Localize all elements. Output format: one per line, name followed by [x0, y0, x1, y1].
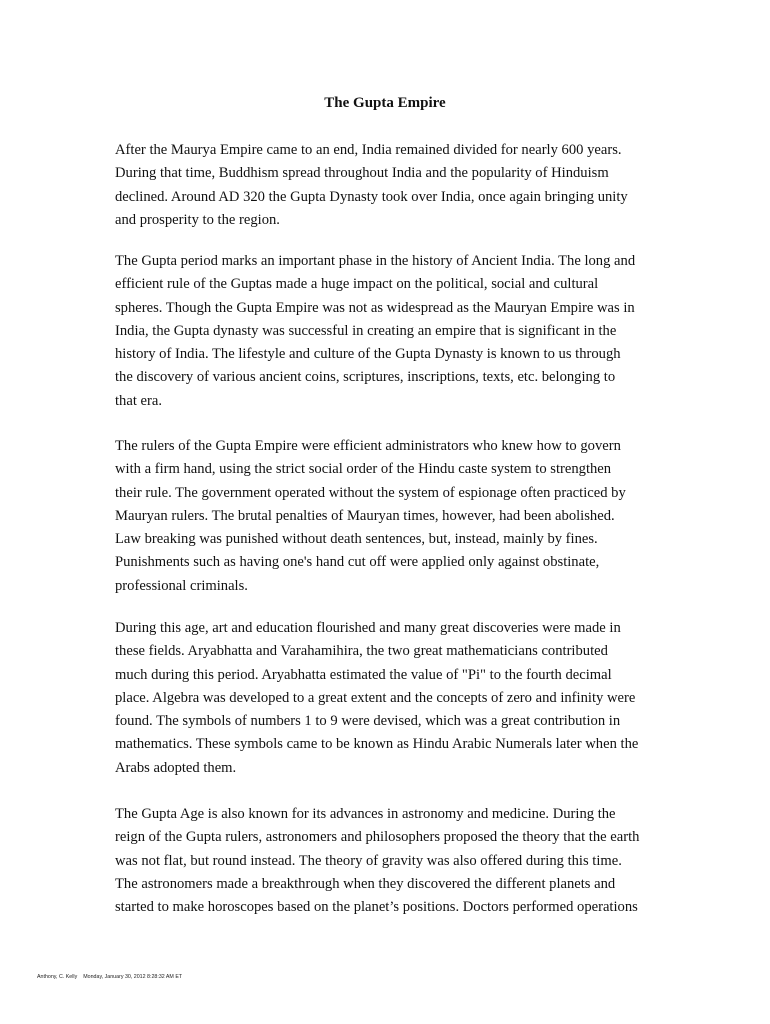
paragraph-maurya-end: [115, 139, 628, 232]
paragraph-line: much during this period. Aryabhatta estimated the value of "Pi" to the fourth decimal: [115, 666, 612, 683]
paragraph-line: Arabs adopted them.: [115, 759, 237, 776]
paragraph-line: found. The symbols of numbers 1 to 9 were devised, which was a great contribution in: [115, 713, 621, 730]
paragraph-line: started to make horoscopes based on the planet’s positions. Doctors performed operations: [115, 899, 638, 916]
paragraph-line: history of India. The lifestyle and culture of the Gupta Dynasty is known to us through: [115, 346, 621, 363]
paragraph-line: The astronomers made a breakthrough when they discovered the different planets and: [115, 875, 616, 892]
footer-author: Anthony, C. Kelly: [37, 974, 78, 980]
paragraph-line: During that time, Buddhism spread throughout India and the popularity of Hinduism: [115, 165, 609, 182]
paragraph-line: The rulers of the Gupta Empire were efficient administrators who knew how to govern: [115, 438, 621, 454]
paragraph-line: mathematics. These symbols came to be known as Hindu Arabic Numerals later when the: [115, 736, 639, 753]
paragraph-line: and prosperity to the region.: [115, 211, 280, 228]
paragraph-line: place. Algebra was developed to a great extent and the concepts of zero and infinity were: [115, 689, 636, 706]
paragraph-gupta-period: [115, 250, 635, 413]
paragraph-line: professional criminals.: [115, 577, 248, 594]
paragraph-line: The Gupta Age is also known for its advances in astronomy and medicine. During the: [115, 806, 616, 822]
paragraph-astronomy-medicine: [115, 803, 639, 919]
paragraph-line: The Gupta period marks an important phase in the history of Ancient India. The long and: [115, 253, 636, 269]
paragraph-line: During this age, art and education flourished and many great discoveries were made in: [115, 620, 621, 636]
paragraph-line: their rule. The government operated without the system of espionage often practiced by: [115, 484, 626, 501]
paragraph-line: was not flat, but round instead. The theory of gravity was also offered during this time.: [115, 852, 622, 869]
paragraph-line: Law breaking was punished without death sentences, but, instead, mainly by fines.: [115, 531, 598, 548]
paragraph-gupta-rulers: [115, 435, 626, 598]
paragraph-line: these fields. Aryabhatta and Varahamihira, the two great mathematicians contributed: [115, 643, 608, 660]
paragraph-line: Punishments such as having one's hand cut off were applied only against obstinate,: [115, 554, 600, 571]
paragraph-line: After the Maurya Empire came to an end, India remained divided for nearly 600 years.: [115, 142, 622, 158]
page-footer: [37, 973, 182, 981]
paragraph-line: India, the Gupta dynasty was successful in creating an empire that is significant in the: [115, 322, 617, 339]
paragraph-line: with a firm hand, using the strict social order of the Hindu caste system to strengthen: [115, 461, 612, 478]
paragraph-line: declined. Around AD 320 the Gupta Dynasty took over India, once again bringing unity: [115, 188, 628, 205]
paragraph-art-education: [115, 617, 638, 780]
paragraph-line: that era.: [115, 392, 162, 409]
document-title: The Gupta Empire: [324, 95, 446, 111]
paragraph-line: efficient rule of the Guptas made a huge impact on the political, social and cultural: [115, 276, 599, 293]
paragraph-line: spheres. Though the Gupta Empire was not as widespread as the Mauryan Empire was in: [115, 299, 635, 316]
paragraph-line: reign of the Gupta rulers, astronomers and philosophers proposed the theory that the earth: [115, 829, 640, 846]
footer-timestamp: Monday, January 30, 2012 8:28:32 AM ET: [83, 974, 183, 980]
paragraph-line: Mauryan rulers. The brutal penalties of Mauryan times, however, had been abolished.: [115, 507, 615, 524]
paragraph-line: the discovery of various ancient coins, scriptures, inscriptions, texts, etc. belonging to: [115, 369, 616, 386]
